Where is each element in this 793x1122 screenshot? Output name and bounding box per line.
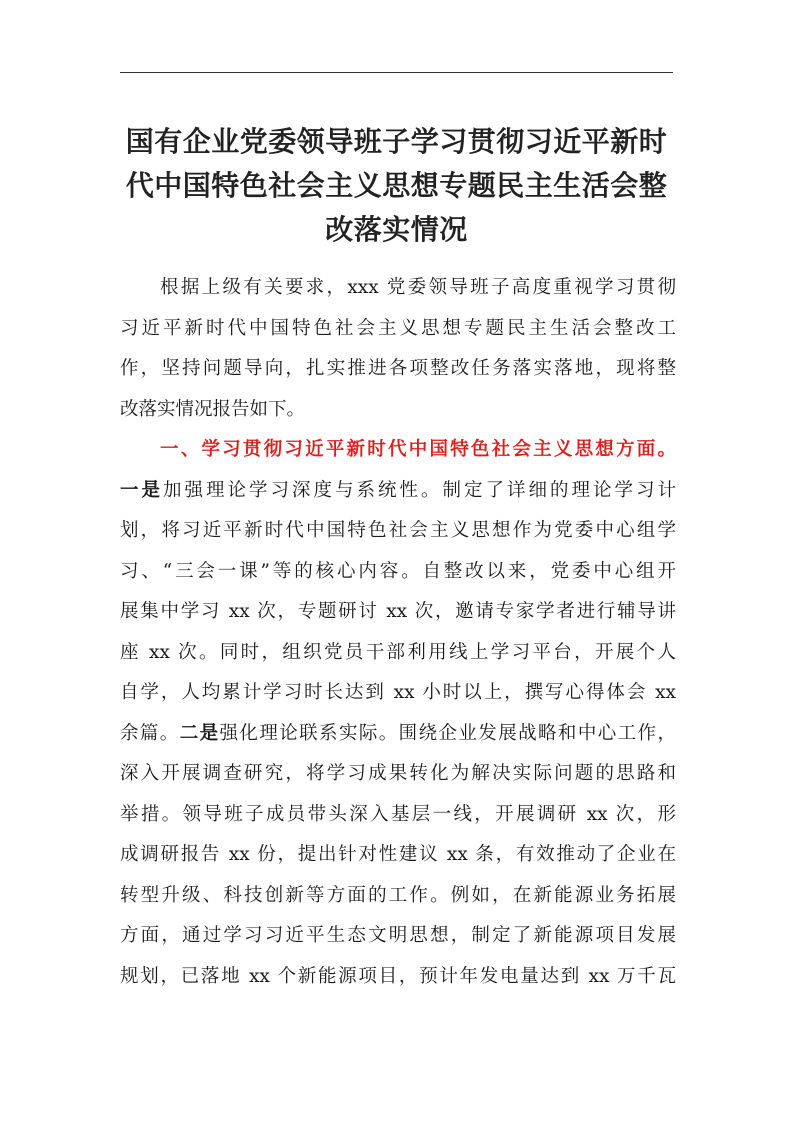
section1-line-1 (120, 471, 676, 512)
section1-line-7-pre: 余篇。 (120, 722, 180, 744)
section1-line-8: 深入开展调查研究，将学习成果转化为解决实际问题的思路和 (120, 763, 676, 784)
section1-line-9: 举措。领导班子成员带头深入基层一线，开展调研 xx 次，形 (120, 803, 676, 825)
intro-line-2: 习近平新时代中国特色社会主义思想专题民主生活会整改工 (120, 317, 676, 339)
title-line-1: 国有企业党委领导班子学习贯彻习近平新时 (125, 125, 668, 158)
intro-line-4: 改落实情况报告如下。 (120, 398, 306, 420)
section1-line-4: 展集中学习 xx 次，专题研讨 xx 次，邀请专家学者进行辅导讲 (120, 601, 676, 622)
document-title (120, 120, 673, 252)
intro-line-1: 根据上级有关要求，xxx 党委领导班子高度重视学习贯彻 (160, 277, 676, 298)
intro-line-3: 作，坚持问题导向，扎实推进各项整改任务落实落地，现将整 (120, 358, 676, 379)
section1-line-6: 自学，人均累计学习时长达到 xx 小时以上，撰写心得体会 xx (120, 682, 676, 703)
section1-line-2: 划，将习近平新时代中国特色社会主义思想作为党委中心组学 (120, 520, 676, 541)
point-two-label: 二是 (179, 722, 220, 744)
section1-line-7-text: 强化理论联系实际。围绕企业发展战略和中心工作， (219, 722, 676, 744)
section1-line-5: 座 xx 次。同时，组织党员干部利用线上学习平台，开展个人 (120, 641, 676, 663)
title-line-2: 代中国特色社会主义思想专题民主生活会整 (125, 169, 668, 202)
point-one-label: 一是 (120, 479, 163, 501)
section1-line-1-text: 加强理论学习深度与系统性。制定了详细的理论学习计 (163, 479, 676, 501)
section1-line-10: 成调研报告 xx 份，提出针对性建议 xx 条，有效推动了企业在 (120, 844, 676, 865)
section1-line-12: 方面，通过学习习近平生态文明思想，制定了新能源项目发展 (120, 925, 676, 946)
title-line-3: 改落实情况 (325, 213, 468, 246)
section1-line-11: 转型升级、科技创新等方面的工作。例如，在新能源业务拓展 (120, 884, 676, 906)
document-body (120, 268, 676, 997)
header-rule (120, 72, 673, 73)
section1-line-13: 规划，已落地 xx 个新能源项目，预计年发电量达到 xx 万千瓦 (120, 965, 676, 987)
section1-line-7 (120, 714, 676, 755)
section-heading-1: 一、学习贯彻习近平新时代中国特色社会主义思想方面。 (160, 439, 676, 460)
section1-line-3: 习、“三会一课”等的核心内容。自整改以来，党委中心组开 (120, 560, 676, 582)
